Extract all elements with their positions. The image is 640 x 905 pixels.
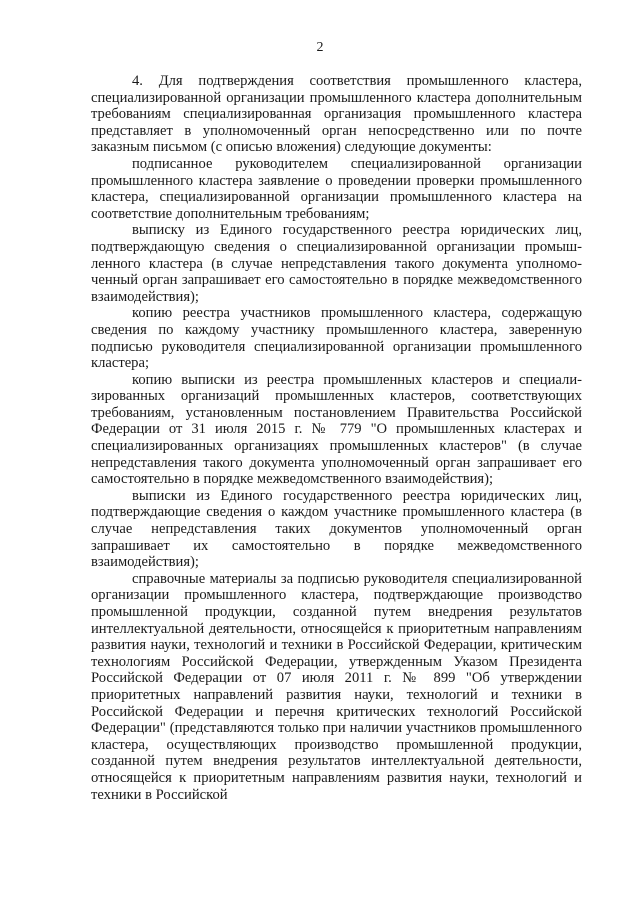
paragraph-clause-4-intro: 4. Для подтверждения соответствия промышленного кластера, специализированной организации промышленного кластера дополнительным требованиям специализированная организация промышленного кластера представляет в уполномоченный орган непосредственно или по почте заказным письмом (с описью вложения) следующие документы: [91, 73, 582, 156]
paragraph-participants-registry-copy: копию реестра участников промышленного кластера, содержащую сведения по каждому участнику промышленного кластера, заверенную подписью руководителя специализированной организации промышленного кластера; [91, 305, 582, 372]
paragraph-egrul-extracts-participants: выписки из Единого государственного реестра юридических лиц, подтверждающие сведения о каждом участнике промышленного кластера (в случае непредставления таких документов уполномоченный орган запрашивает их самостоятельно в порядке межведомственного взаимодействия); [91, 487, 582, 571]
paragraph-reference-materials: справочные материалы за подписью руководителя специализированной организации промышленного кластера, подтверждающие производство промышленной продукции, созданной путем внедрения результатов интеллектуальной деятельности, относящейся к приоритетным направлениям развития науки, технологий и техники в Российской Федерации, критическим технологиям Российской Федерации, утвержденным Указом Президента Российской Федерации от 07 июля 2011 г. № 899 "Об утверждении приоритетных направлений развития науки, технологий и техники в Российской Федерации и перечня критических технологий Российской Федерации" (представляются только при наличии участников промышленного кластера, осуществляющих производство промышленной продукции, созданной путем внедрения результатов интеллектуальной деятельности, относящейся к приоритетным направлениям развития науки, технологий и техники в Российской [91, 570, 582, 803]
paragraph-application: подписанное руководителем специализированной организации промышленного кластера заявление о проведении проверки промышленного кластера, специализированной организации промышленного кластера на соответствие дополнительным требованиям; [91, 155, 582, 222]
page-number: 2 [316, 40, 324, 55]
paragraph-egrul-extract-organization: выписку из Единого государственного реестра юридических лиц, подтверждающую сведения о специализированной организации промышленного кластера (в случае непредставления такого документа уполномоченный орган запрашивает его самостоятельно в порядке межведомственного взаимодействия); [91, 222, 582, 305]
paragraph-clusters-registry-extract: копию выписки из реестра промышленных кластеров и специализированных организаций промышленных кластеров, соответствующих требованиям, установленным постановлением Правительства Российской Федерации от 31 июля 2015 г. № 779 "О промышленных кластерах и специализированных организациях промышленных кластеров" (в случае непредставления такого документа уполномоченный орган запрашивает его самостоятельно в порядке межведомственного взаимодействия); [91, 371, 582, 488]
document-body [91, 73, 582, 803]
